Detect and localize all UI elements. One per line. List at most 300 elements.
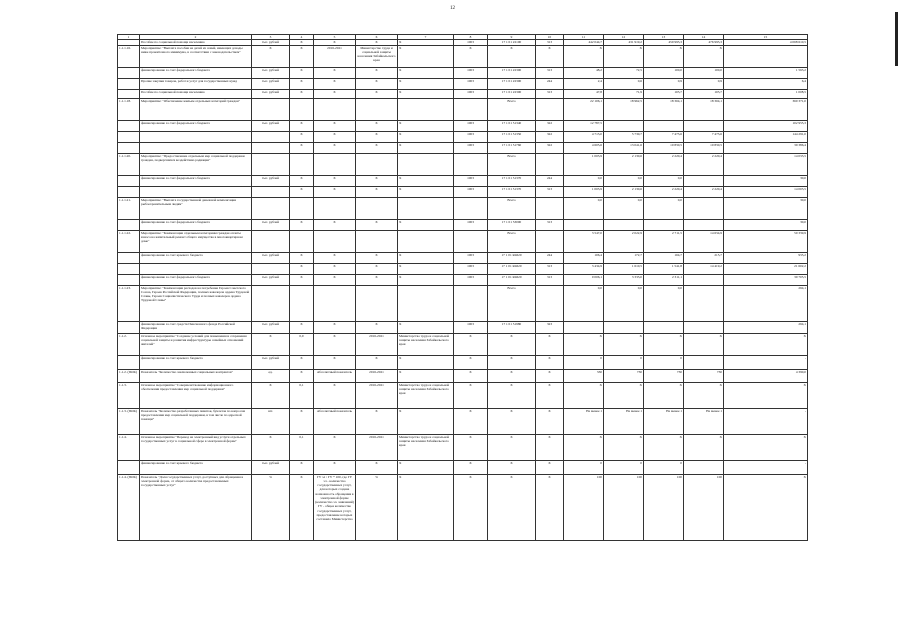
table-cell — [290, 197, 314, 219]
table-cell: 0,1 — [290, 382, 314, 408]
table-cell — [140, 263, 252, 274]
column-number-cell: 5 — [314, 35, 356, 40]
table-cell: Х — [454, 382, 488, 408]
table-cell: 48,2 — [564, 67, 604, 78]
table-cell: Х — [536, 382, 564, 408]
table-cell — [536, 230, 564, 252]
table-cell — [398, 153, 454, 175]
table-cell: Показатель "Доля государственных услуг, доступных для обращения в электронной форме, от общего количества предоставляемых государственных услуг" — [140, 474, 252, 540]
table-cell — [684, 197, 724, 219]
table-cell: Х — [252, 434, 290, 460]
table-cell: 13 041,6 — [604, 142, 644, 153]
table-cell: Х — [398, 142, 454, 153]
table-cell: Х — [644, 333, 684, 355]
table-row — [118, 252, 808, 263]
table-cell: Х — [314, 263, 356, 274]
table-cell: Х — [644, 45, 684, 67]
table-cell: 17 1 01 51980 — [488, 321, 536, 333]
table-cell: Х — [314, 186, 356, 197]
table-cell: 14 003,5 — [724, 186, 808, 197]
table-row — [118, 175, 808, 186]
table-cell: Абсолютный показатель — [314, 408, 356, 434]
table-cell: Х — [488, 45, 536, 67]
table-cell: 1003 — [454, 142, 488, 153]
column-number-cell: 12 — [604, 35, 644, 40]
table-cell: Не менее 1 — [604, 408, 644, 434]
table-cell: Показатель "Количество разработанных памяток, буклетов по вопросам предоставления мер социальной поддержки, в том числе по адресной помощи" — [140, 408, 252, 434]
table-cell — [290, 153, 314, 175]
table-cell: 18 962,5 — [604, 98, 644, 120]
table-cell — [724, 45, 808, 67]
table-cell — [118, 355, 140, 369]
table-cell: Х — [398, 355, 454, 369]
table-cell: 17 1 01 51370 — [488, 175, 536, 186]
table-cell: 1 610,5 — [604, 263, 644, 274]
table-cell — [118, 78, 140, 89]
table-cell: Не менее 1 — [684, 408, 724, 434]
table-cell: 2016-2021 — [356, 382, 398, 408]
table-cell: Пособие по социальной помощи населению — [140, 40, 252, 45]
table-cell: Х — [604, 333, 644, 355]
table-cell: 313 — [536, 40, 564, 45]
table-cell: Х — [290, 474, 314, 540]
table-cell: Х — [290, 186, 314, 197]
table-cell: Х — [356, 355, 398, 369]
table-cell — [118, 460, 140, 474]
table-cell: 935,2 — [724, 252, 808, 263]
table-cell: Х — [398, 120, 454, 131]
table-cell: Х — [724, 382, 808, 408]
table-row — [118, 369, 808, 382]
table-row — [118, 230, 808, 252]
table-cell: Х — [356, 408, 398, 434]
table-row — [118, 186, 808, 197]
table-cell: финансирование за счет средств Пенсионного фонда Российской Федерации — [140, 321, 252, 333]
table-cell: 30 705,5 — [724, 274, 808, 285]
table-cell: Х — [536, 369, 564, 382]
column-number-cell: 1 — [118, 35, 140, 40]
table-cell: Х — [314, 274, 356, 285]
table-cell: 0,0 — [644, 285, 684, 321]
table-cell: Х — [314, 40, 356, 45]
table-cell: Х — [252, 333, 290, 355]
table-cell — [684, 355, 724, 369]
table-cell: Х — [356, 40, 398, 45]
table-cell: 172,7 — [604, 252, 644, 263]
table-cell: Х — [488, 333, 536, 355]
table-cell: 2 220,4 — [684, 186, 724, 197]
table-cell: тыс. рублей — [252, 274, 290, 285]
table-cell: 1003 — [454, 321, 488, 333]
table-cell: Х — [314, 219, 356, 230]
table-cell — [314, 197, 356, 219]
table-cell: Х — [290, 219, 314, 230]
table-cell: Х — [454, 460, 488, 474]
table-cell: - — [724, 408, 808, 434]
table-cell: 442 044,7 — [564, 40, 604, 45]
table-cell: 6,4 — [724, 78, 808, 89]
table-cell — [356, 98, 398, 120]
table-cell: 72,5 — [604, 67, 644, 78]
table-cell: 17 1 01 22300 — [488, 78, 536, 89]
table-cell: Х — [290, 142, 314, 153]
table-cell: 294,1 — [724, 321, 808, 333]
table-cell: 4 068 610,5 — [724, 40, 808, 45]
table-cell: Всего — [488, 153, 536, 175]
table-row — [118, 333, 808, 355]
table-cell — [140, 186, 252, 197]
table-cell: 1003 — [454, 186, 488, 197]
table-cell — [684, 285, 724, 321]
table-cell: финансирование за счет федерального бюджета — [140, 274, 252, 285]
column-number-cell: 11 — [564, 35, 604, 40]
table-cell: 476 993,3 — [684, 40, 724, 45]
table-cell: 47,8 — [564, 89, 604, 98]
table-cell — [684, 175, 724, 186]
table-cell: 0 — [644, 460, 684, 474]
table-cell: 313 — [536, 89, 564, 98]
table-cell: Х — [314, 460, 356, 474]
table-cell: Х — [454, 434, 488, 460]
table-cell: Х — [536, 355, 564, 369]
table-cell — [536, 98, 564, 120]
table-cell: 100 — [604, 474, 644, 540]
table-row — [118, 142, 808, 153]
table-cell: 0 — [564, 460, 604, 474]
table-cell — [252, 197, 290, 219]
table-cell — [252, 230, 290, 252]
table-cell: 18 304,1 — [644, 98, 684, 120]
table-cell: Х — [356, 186, 398, 197]
table-cell: Х — [684, 382, 724, 408]
table-cell: Х — [314, 382, 356, 408]
table-cell — [118, 120, 140, 131]
table-cell: 1.1.1.23. — [118, 285, 140, 321]
table-cell: Х — [356, 89, 398, 98]
table-cell: Х — [356, 142, 398, 153]
table-cell — [314, 285, 356, 321]
table-cell: 103,7 — [684, 89, 724, 98]
table-cell — [252, 285, 290, 321]
table-cell: 313 — [536, 274, 564, 285]
table-cell: 1003 — [454, 274, 488, 285]
table-cell: Х — [356, 460, 398, 474]
table-cell: 10 830,5 — [684, 142, 724, 153]
table-cell: 244 — [536, 78, 564, 89]
table-cell: финансирование за счет федерального бюджета — [140, 120, 252, 131]
table-cell: Х — [398, 474, 454, 540]
table-cell: 0,0 — [604, 285, 644, 321]
table-row — [118, 89, 808, 98]
table-cell: 0,6 — [604, 78, 644, 89]
table-cell: 2016-2021 — [356, 333, 398, 355]
table-cell — [118, 252, 140, 263]
table-cell: Основное мероприятие "Перевод на электронный вид услуги отдельных государственных услуг в социальной сфере в электронной форме" — [140, 434, 252, 460]
table-row — [118, 67, 808, 78]
table-cell: Х — [356, 78, 398, 89]
table-cell: 1.1.1.16. — [118, 45, 140, 67]
table-cell: Основное мероприятие "Создание условий для повышения и сохранения социальной защиты и развития инфраструктуры семейных отношений жителей" — [140, 333, 252, 355]
table-cell: Министерство труда и социальной защиты населения Забайкальского края — [356, 45, 398, 67]
table-row — [118, 460, 808, 474]
table-row — [118, 153, 808, 175]
table-cell: 294,1 — [724, 285, 808, 321]
table-cell — [140, 131, 252, 142]
table-cell: 313 — [536, 219, 564, 230]
column-number-cell: 9 — [488, 35, 536, 40]
table-cell: Х — [290, 78, 314, 89]
table-cell: Абсолютный показатель — [314, 369, 356, 382]
table-cell — [252, 98, 290, 120]
table-cell: 1 541,8 — [644, 263, 684, 274]
table-row — [118, 474, 808, 540]
table-cell: Х — [356, 252, 398, 263]
table-row — [118, 197, 808, 219]
table-cell: Х — [454, 333, 488, 355]
table-cell: 14 419,2 — [684, 263, 724, 274]
table-cell: Х — [398, 219, 454, 230]
table-cell: тыс. рублей — [252, 321, 290, 333]
table-cell: Всего — [488, 197, 536, 219]
table-cell: Х — [604, 45, 644, 67]
table-cell: 39 386,4 — [724, 142, 808, 153]
table-cell: Х — [536, 408, 564, 434]
table-cell: Министерство труда и социальной защиты населения Забайкальского края — [398, 434, 454, 460]
table-cell — [118, 89, 140, 98]
column-number-cell: 8 — [454, 35, 488, 40]
table-row — [118, 285, 808, 321]
table-cell: 313 — [536, 67, 564, 78]
table-cell: Пособие по социальной помощи населению — [140, 89, 252, 98]
table-cell: Прочие закупки товаров, работ и услуг для государственных нужд — [140, 78, 252, 89]
table-cell: Х — [488, 434, 536, 460]
table-cell — [290, 285, 314, 321]
table-cell: Мероприятие: "Выплата пособия на детей из семей, имеющих доходы ниже прожиточного минимума, в соответствии с законодательством" — [140, 45, 252, 67]
table-cell — [644, 120, 684, 131]
table-cell: ГУ эл / ГУ * 100, где ГУ эл - количество государственных услуг, для которых создана возможность обращения в электронной форме (количество эл. заявлений) ГУ - общее количество государственных услуг, предоставление которых составило Министерство — [314, 474, 356, 540]
table-cell: Х — [356, 321, 398, 333]
table-cell: 0 — [644, 355, 684, 369]
table-cell: Х — [398, 131, 454, 142]
table-cell: Х — [398, 186, 454, 197]
table-cell: Х — [290, 131, 314, 142]
table-row — [118, 131, 808, 142]
table-cell: 2,4 — [564, 78, 604, 89]
table-cell: 730 — [644, 369, 684, 382]
table-cell: 1003 — [454, 40, 488, 45]
table-cell — [252, 186, 290, 197]
table-cell: Всего — [488, 285, 536, 321]
table-cell: финансирование за счет федерального бюджета — [140, 219, 252, 230]
table-cell: Х — [398, 175, 454, 186]
table-cell: Х — [290, 263, 314, 274]
table-cell: тыс. рублей — [252, 89, 290, 98]
table-cell: Х — [684, 434, 724, 460]
table-cell: Х — [290, 369, 314, 382]
table-cell: Х — [398, 321, 454, 333]
table-cell: Не менее 1 — [644, 408, 684, 434]
table-cell: Х — [684, 333, 724, 355]
table-cell: 50 339,9 — [724, 230, 808, 252]
table-cell: Х — [290, 45, 314, 67]
table-cell: Х — [252, 382, 290, 408]
table-cell: Х — [290, 175, 314, 186]
table-row — [118, 434, 808, 460]
table-cell — [564, 321, 604, 333]
table-cell: Х — [314, 252, 356, 263]
table-cell: финансирование за счет федерального бюджета — [140, 175, 252, 186]
table-cell: Х — [398, 263, 454, 274]
table-cell: 730 — [684, 369, 724, 382]
table-cell: Х — [536, 460, 564, 474]
table-cell: Х — [398, 460, 454, 474]
table-row — [118, 355, 808, 369]
table-cell: 4 605,6 — [564, 142, 604, 153]
table-cell: 244 — [536, 175, 564, 186]
table-cell: тыс. рублей — [252, 120, 290, 131]
table-cell: 30,0 — [724, 197, 808, 219]
table-cell: 322 — [536, 142, 564, 153]
column-number-cell: 13 — [644, 35, 684, 40]
table-cell: 1 563,2 — [724, 67, 808, 78]
table-cell — [684, 274, 724, 285]
table-cell: 21 602,2 — [724, 263, 808, 274]
table-cell — [118, 321, 140, 333]
table-cell: Х — [398, 369, 454, 382]
table-cell — [644, 219, 684, 230]
table-cell: 1.1.1.21. — [118, 197, 140, 219]
table-cell: Х — [290, 408, 314, 434]
table-cell: 17 1 01 51370 — [488, 186, 536, 197]
table-row — [118, 321, 808, 333]
table-cell: Х — [564, 333, 604, 355]
table-cell: 1.1.3. — [118, 382, 140, 408]
table-cell: Х — [398, 67, 454, 78]
table-cell — [118, 274, 140, 285]
table-cell: 0,0 — [644, 197, 684, 219]
table-cell: Х — [290, 355, 314, 369]
table-cell: Х — [536, 45, 564, 67]
table-cell: 1003 — [454, 67, 488, 78]
table-cell — [252, 131, 290, 142]
table-cell: Х — [454, 355, 488, 369]
table-cell: 17 1 01 R4620 — [488, 274, 536, 285]
table-cell: 0,9 — [644, 78, 684, 89]
table-cell: 17 1 01 22300 — [488, 89, 536, 98]
table-cell: Х — [684, 45, 724, 67]
table-row — [118, 45, 808, 67]
table-cell — [140, 142, 252, 153]
table-cell: 1003 — [454, 131, 488, 142]
table-cell — [536, 153, 564, 175]
table-cell: 1 003,9 — [564, 186, 604, 197]
table-cell: Х — [488, 460, 536, 474]
table-cell: Х — [314, 78, 356, 89]
table-cell: финансирование за счет краевого бюджета — [140, 355, 252, 369]
table-cell: 1003 — [454, 89, 488, 98]
table-cell: Х — [488, 369, 536, 382]
table-cell: Х — [644, 382, 684, 408]
table-cell: Всего — [488, 230, 536, 252]
table-cell: Х — [398, 89, 454, 98]
table-cell: 100,0 — [684, 67, 724, 78]
table-cell: 0,0 — [564, 285, 604, 321]
table-cell: финансирование за счет краевого бюджета — [140, 460, 252, 474]
table-cell — [314, 153, 356, 175]
column-number-cell: 15 — [724, 35, 808, 40]
table-cell: ед. — [252, 369, 290, 382]
table-cell: Х — [398, 252, 454, 263]
table-cell: Х — [314, 321, 356, 333]
table-cell: 17 1 01 22300 — [488, 67, 536, 78]
table-cell: Х — [398, 45, 454, 67]
table-cell: Х — [290, 460, 314, 474]
table-cell: 215,7 — [684, 252, 724, 263]
table-cell: Х — [314, 434, 356, 460]
table-cell: 1.1.3. (ПОК) — [118, 408, 140, 434]
table-cell: 2016-2021 — [356, 434, 398, 460]
table-cell: 459 993,3 — [644, 40, 684, 45]
table-cell: - — [724, 460, 808, 474]
table-cell: 100 — [644, 474, 684, 540]
table-cell: Х — [314, 120, 356, 131]
table-cell: 360 371,0 — [724, 98, 808, 120]
table-cell: 1003 — [454, 78, 488, 89]
table-cell — [314, 230, 356, 252]
table-cell: 2 220,4 — [644, 153, 684, 175]
table-cell — [290, 230, 314, 252]
table-cell — [118, 67, 140, 78]
table-cell: Х — [454, 474, 488, 540]
table-cell: Х — [564, 45, 604, 67]
table-cell: Х — [604, 382, 644, 408]
table-cell: 0 — [564, 355, 604, 369]
table-cell — [356, 230, 398, 252]
table-cell: Мероприятие: "Предоставление отдельным мер социальной поддержки граждан, подвергшихся воздействию радиации" — [140, 153, 252, 175]
table-cell — [398, 285, 454, 321]
table-cell: 1.1.2. — [118, 333, 140, 355]
table-cell: 17 1 01 51340 — [488, 120, 536, 131]
table-cell: Основное мероприятие "Совершенствование информационного обеспечения предоставления мер социальной поддержки" — [140, 382, 252, 408]
table-cell — [118, 186, 140, 197]
table-cell: 3 333,0 — [604, 274, 644, 285]
table-cell — [118, 219, 140, 230]
column-number-cell: 6 — [356, 35, 398, 40]
table-cell: 2 311,1 — [644, 274, 684, 285]
table-cell: 17 1 01 R4620 — [488, 252, 536, 263]
table-cell: 0,9 — [684, 78, 724, 89]
table-cell: 1.1.1.18. — [118, 98, 140, 120]
table-cell: Х — [644, 434, 684, 460]
table-cell — [356, 197, 398, 219]
table-cell: 10 830,5 — [644, 142, 684, 153]
table-cell: 730 — [604, 369, 644, 382]
table-cell: 431 919,2 — [604, 40, 644, 45]
right-edge-mark — [895, 12, 898, 66]
table-cell: Х — [536, 333, 564, 355]
column-number-cell: 7 — [398, 35, 454, 40]
table-cell: Х — [564, 434, 604, 460]
table-cell: Мероприятие: "Компенсация отдельным категориям граждан оплаты взноса на капитальный ремонт общего имущества в многоквартирном доме" — [140, 230, 252, 252]
table-cell — [290, 98, 314, 120]
table-cell: 4 713,0 — [564, 131, 604, 142]
table-cell: 2 130,6 — [604, 153, 644, 175]
table-cell: Х — [724, 474, 808, 540]
table-cell: 322 — [536, 120, 564, 131]
table-row — [118, 408, 808, 434]
table-cell: Х — [724, 333, 808, 355]
table-cell: 3 547,0 — [564, 230, 604, 252]
